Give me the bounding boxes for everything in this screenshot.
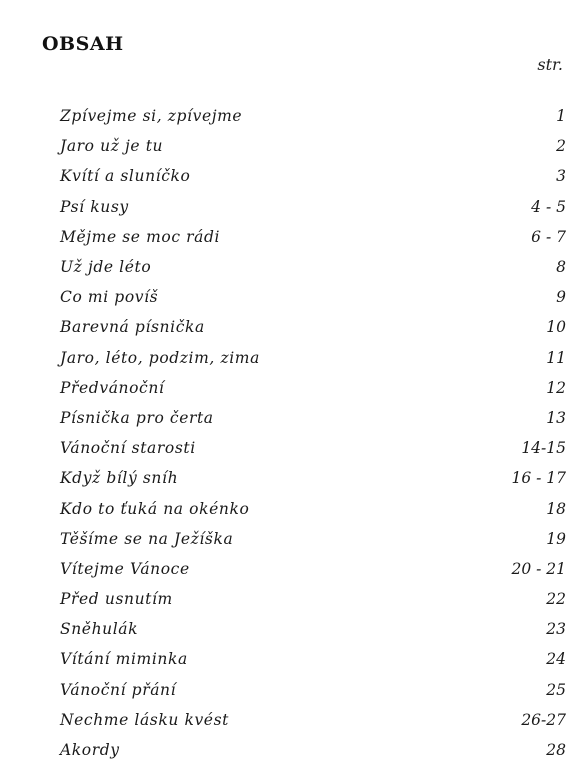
toc-entry-title: Předvánoční	[60, 378, 165, 397]
toc-entry-title: Těšíme se na Ježíška	[60, 529, 234, 548]
toc-entry-page: 20 - 21	[511, 559, 566, 578]
toc-entry	[60, 433, 566, 463]
toc-entry-title: Vánoční přání	[60, 680, 177, 699]
toc-entry-title: Akordy	[60, 741, 120, 760]
toc-entry-page: 28	[546, 741, 566, 760]
toc-entry-title: Kdo to ťuká na okénko	[60, 499, 250, 518]
toc-entry	[60, 403, 566, 433]
page-column-label: str.	[537, 55, 563, 74]
toc-entry-page: 6 - 7	[531, 227, 566, 246]
toc-entry-title: Nechme lásku kvést	[60, 710, 229, 729]
toc-entry-title: Vítejme Vánoce	[60, 559, 190, 578]
toc-entry-page: 1	[556, 107, 566, 126]
toc-entry-title: Co mi povíš	[60, 288, 159, 307]
toc-entry-title: Písnička pro čerta	[60, 408, 214, 427]
toc-entry-title: Zpívejme si, zpívejme	[60, 107, 243, 126]
toc-entry-page: 24	[546, 650, 566, 669]
toc-entry	[60, 222, 566, 252]
toc-entry-title: Vítání miminka	[60, 650, 188, 669]
toc-entry-title: Vánoční starosti	[60, 439, 196, 458]
page-title: OBSAH	[42, 33, 124, 55]
toc-entry-title: Psí kusy	[60, 197, 129, 216]
toc-entry	[60, 373, 566, 403]
toc-entry-page: 3	[556, 167, 566, 186]
toc-entry	[60, 735, 566, 765]
toc-entry-page: 2	[556, 137, 566, 156]
toc-entry-page: 4 - 5	[531, 197, 566, 216]
toc-entry	[60, 252, 566, 282]
toc-entry-title: Barevná písnička	[60, 318, 205, 337]
toc-list	[60, 101, 566, 765]
toc-entry	[60, 192, 566, 222]
toc-entry-page: 18	[546, 499, 566, 518]
toc-entry-page: 9	[556, 288, 566, 307]
toc-entry-page: 26-27	[521, 710, 566, 729]
toc-entry-page: 11	[546, 348, 566, 367]
toc-entry	[60, 312, 566, 342]
toc-entry	[60, 161, 566, 191]
toc-entry	[60, 705, 566, 735]
toc-entry-title: Kvítí a sluníčko	[60, 167, 191, 186]
toc-entry-page: 23	[546, 620, 566, 639]
toc-entry	[60, 644, 566, 674]
toc-entry-title: Jaro už je tu	[60, 137, 164, 156]
toc-entry	[60, 463, 566, 493]
toc-entry-page: 25	[546, 680, 566, 699]
toc-entry-page: 12	[546, 378, 566, 397]
toc-entry-page: 22	[546, 590, 566, 609]
toc-entry	[60, 131, 566, 161]
toc-entry-title: Sněhulák	[60, 620, 139, 639]
toc-entry-page: 16 - 17	[511, 469, 566, 488]
toc-entry	[60, 675, 566, 705]
toc-entry	[60, 493, 566, 523]
toc-entry-page: 19	[546, 529, 566, 548]
toc-entry-page: 13	[546, 408, 566, 427]
toc-entry	[60, 282, 566, 312]
toc-entry	[60, 524, 566, 554]
toc-entry	[60, 101, 566, 131]
toc-entry-title: Mějme se moc rádi	[60, 227, 221, 246]
toc-entry-page: 10	[546, 318, 566, 337]
toc-entry	[60, 584, 566, 614]
toc-entry	[60, 554, 566, 584]
toc-entry	[60, 343, 566, 373]
toc-entry	[60, 614, 566, 644]
toc-entry-page: 14-15	[521, 439, 566, 458]
toc-entry-title: Už jde léto	[60, 258, 152, 277]
toc-entry-title: Jaro, léto, podzim, zima	[60, 348, 260, 367]
toc-entry-title: Když bílý sníh	[60, 469, 179, 488]
toc-entry-title: Před usnutím	[60, 590, 173, 609]
toc-entry-page: 8	[556, 258, 566, 277]
